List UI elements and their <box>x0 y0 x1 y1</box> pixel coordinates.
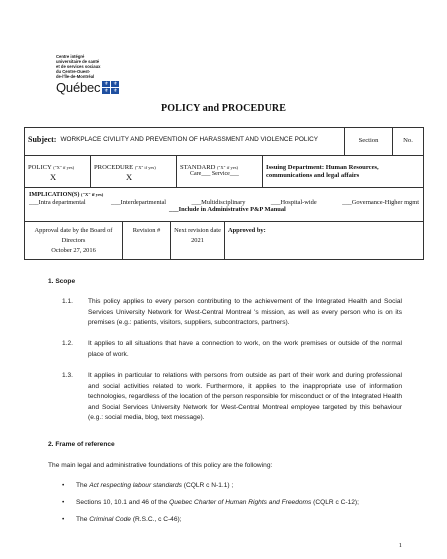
bullet-text: (R.S.C., c C-46); <box>130 516 182 523</box>
bullet-text: Sections 10, 10.1 and 46 of the <box>76 499 170 506</box>
approval-date-value: October 27, 2016 <box>51 247 96 254</box>
bullet-icon: • <box>62 482 65 489</box>
subject-cell <box>25 128 345 155</box>
revision-cell: Revision # <box>123 222 171 259</box>
bullet-icon: • <box>62 516 65 523</box>
section-heading-frame-of-reference: 2. Frame of reference <box>48 441 115 448</box>
implications-hint: ("X" if yes) <box>81 192 104 197</box>
paragraph-1-3 <box>62 371 402 424</box>
paragraph-number: 1.2. <box>62 340 73 347</box>
implications-row <box>25 188 423 222</box>
procedure-cell <box>91 156 177 187</box>
implications-label: IMPLICATION(S) <box>29 191 80 198</box>
next-revision-label: Next revision date <box>174 227 221 234</box>
frame-intro: The main legal and administrative foundations of this policy are the following: <box>48 462 273 469</box>
fleur-de-lis-icon: ⚜ <box>113 88 118 94</box>
logo-line: du Centre-Ouest- <box>56 69 91 74</box>
next-revision-value: 2021 <box>191 237 204 244</box>
paragraph-text: It applies to all situations that have a connection to work, on the work premises or outside of the normal place of work. <box>88 340 402 358</box>
logo-text <box>56 54 176 79</box>
subject-text: WORKPLACE CIVILITY AND PREVENTION OF HARASSMENT AND VIOLENCE POLICY <box>60 136 319 143</box>
bullet-italic: Act respecting labour standards <box>89 482 182 489</box>
list-item <box>62 498 359 509</box>
next-revision-cell <box>171 222 225 259</box>
bullet-italic: Criminal Code <box>89 516 131 523</box>
approved-by-cell: Approved by: <box>228 227 266 234</box>
procedure-mark: X <box>126 172 133 182</box>
paragraph-number: 1.3. <box>62 372 73 379</box>
document-title: POLICY and PROCEDURE <box>161 103 286 114</box>
bullet-text: (CQLR c N-1.1) ; <box>181 482 234 489</box>
bullet-icon: • <box>62 499 65 506</box>
organization-logo <box>56 54 176 95</box>
paragraph-text: It applies in particular to relations with persons from outside as part of their work and during professional and social activities related to work. Furthermore, it applies to the inappropriate use of information technologies, regardless of the location of the person responsible for misconduct or of the Integrated Health and Social Services University Network for West-Central Montreal employee targeted by this behaviour (e.g.: social media, blog, text message). <box>88 372 402 422</box>
bullet-italic: Quebec Charter of Human Rights and Freedoms <box>169 499 312 506</box>
page-number: 1 <box>398 542 402 549</box>
include-manual-option: ___Include in Administrative P&P Manual <box>169 206 286 213</box>
paragraph-text: This policy applies to every person contributing to the achievement of the Integrated Health and Social Services University Network for West-Central Montreal 's mission, as well as every person who is on its premises (e.g.: patients, visitors, suppliers, subcontractors, partners). <box>88 298 402 327</box>
implication-option: ___Governance-Higher mgmt <box>342 199 419 206</box>
paragraph-1-1 <box>62 297 402 329</box>
implication-option: ___Intra departmental <box>29 199 86 206</box>
section-heading-scope: 1. Scope <box>48 278 76 285</box>
paragraph-1-2 <box>62 339 402 360</box>
bullet-text: The <box>76 482 90 489</box>
bullet-text: The <box>76 516 90 523</box>
list-item <box>62 481 233 492</box>
issuing-department: Issuing Department: Human Resources, communications and legal affairs <box>266 164 379 179</box>
policy-header-table <box>24 127 424 260</box>
quebec-flag-icon <box>102 81 119 94</box>
standard-hint: ("X" if yes) <box>217 165 238 170</box>
procedure-hint: ("X" if yes) <box>134 165 156 170</box>
subject-label: Subject: <box>28 135 57 144</box>
logo-line: Centre intégré <box>56 54 85 59</box>
policy-mark: X <box>50 172 57 182</box>
logo-line: et de services sociaux <box>56 64 101 69</box>
list-item <box>62 515 182 526</box>
procedure-label: PROCEDURE <box>94 164 134 171</box>
implication-option: ___Interdepartmental <box>111 199 167 206</box>
policy-cell <box>25 156 91 187</box>
number-cell: No. <box>403 137 413 144</box>
bullet-text: (CQLR c C-12); <box>311 499 359 506</box>
logo-line: de-l'Île-de-Montréal <box>56 74 95 79</box>
fleur-de-lis-icon: ⚜ <box>104 81 109 87</box>
fleur-de-lis-icon: ⚜ <box>113 81 118 87</box>
paragraph-number: 1.1. <box>62 298 73 305</box>
approval-date-label: Approval date by the Board of Directors <box>34 227 113 244</box>
policy-label: POLICY <box>28 164 52 171</box>
policy-hint: ("X" if yes) <box>53 165 75 170</box>
section-cell: Section <box>345 128 393 155</box>
fleur-de-lis-icon: ⚜ <box>104 88 109 94</box>
quebec-wordmark: Québec <box>56 80 101 95</box>
standard-label: STANDARD <box>180 164 216 171</box>
implication-option: ___Multidisciplinary <box>191 199 246 206</box>
standard-cell <box>177 156 263 187</box>
approval-date-cell <box>25 222 123 259</box>
logo-line: universitaire de santé <box>56 59 100 64</box>
standard-options: Care___ Service___ <box>190 171 239 177</box>
implication-option: ___Hospital-wide <box>270 199 317 206</box>
